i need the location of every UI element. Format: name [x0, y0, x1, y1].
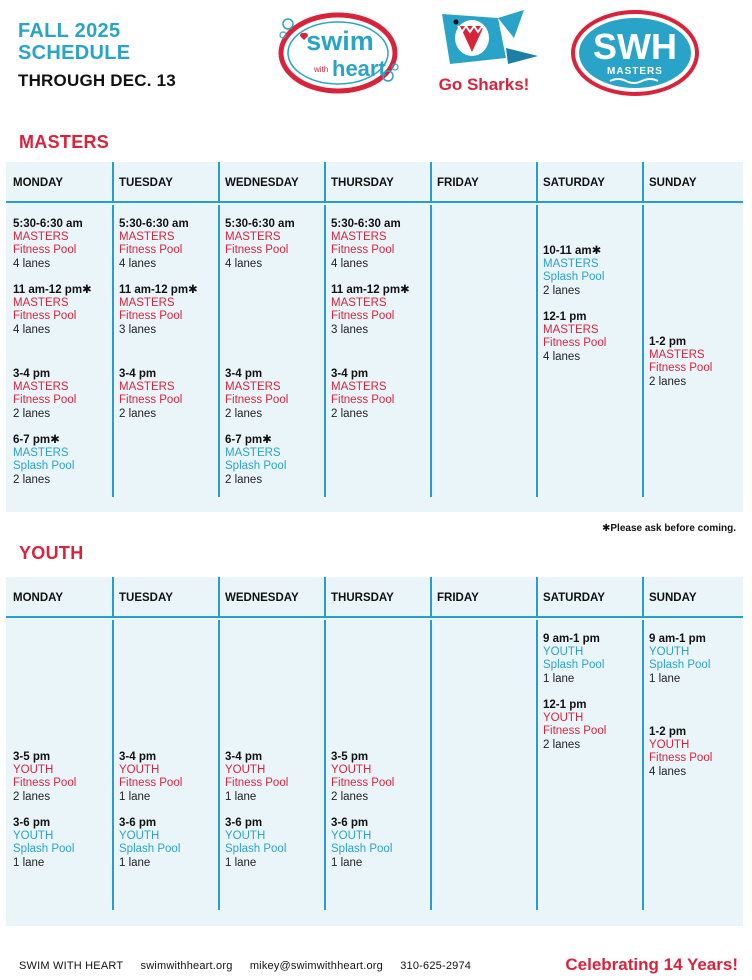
page-subtitle: THROUGH DEC. 13 — [18, 71, 176, 90]
schedule-slot — [13, 368, 113, 421]
slot-program: MASTERS — [543, 258, 599, 271]
column-divider — [536, 577, 538, 618]
slot-lanes: 2 lanes — [119, 407, 157, 420]
slot-time: 5:30-6:30 am — [13, 218, 83, 230]
schedule-slot — [543, 633, 643, 686]
day-header-tuesday: TUESDAY — [119, 592, 173, 604]
slot-time: 3-6 pm — [225, 817, 263, 829]
schedule-slot — [331, 284, 431, 337]
slot-program: MASTERS — [119, 297, 175, 310]
day-header-sunday: SUNDAY — [649, 177, 697, 189]
masters-section-title: MASTERS — [19, 132, 110, 152]
footer-website[interactable]: swimwithheart.org — [140, 960, 233, 972]
slot-pool: Fitness Pool — [119, 310, 183, 323]
slot-program: MASTERS — [13, 297, 69, 310]
day-header-friday: FRIDAY — [437, 592, 479, 604]
slot-pool: Fitness Pool — [649, 752, 713, 765]
slot-pool: Splash Pool — [331, 843, 393, 856]
svg-text:heart: heart — [332, 56, 386, 81]
slot-time: 6-7 pm✱ — [225, 434, 272, 446]
slot-program: YOUTH — [225, 764, 266, 777]
schedule-slot — [13, 434, 113, 487]
slot-pool: Fitness Pool — [13, 244, 77, 257]
day-header-wednesday: WEDNESDAY — [225, 592, 299, 604]
swim-with-heart-logo — [276, 10, 400, 96]
slot-time: 12-1 pm — [543, 699, 587, 711]
slot-lanes: 1 lane — [331, 856, 363, 869]
slot-lanes: 4 lanes — [225, 257, 263, 270]
slot-time: 12-1 pm — [543, 311, 587, 323]
slot-pool: Fitness Pool — [331, 244, 395, 257]
slot-lanes: 3 lanes — [331, 323, 369, 336]
svg-text:SWH: SWH — [593, 26, 677, 67]
svg-text:with: with — [314, 65, 329, 74]
slot-lanes: 2 lanes — [225, 473, 263, 486]
slot-time: 3-4 pm — [119, 368, 157, 380]
youth-schedule-table — [6, 577, 743, 926]
slot-time: 3-6 pm — [331, 817, 369, 829]
slot-time: 1-2 pm — [649, 336, 687, 348]
slot-time: 9 am-1 pm — [649, 633, 706, 645]
schedule-slot — [13, 751, 113, 804]
slot-program: MASTERS — [13, 447, 69, 460]
column-divider — [642, 162, 644, 203]
slot-lanes: 1 lane — [225, 790, 257, 803]
slot-lanes: 2 lanes — [13, 473, 51, 486]
slot-pool: Fitness Pool — [225, 777, 289, 790]
slot-time: 9 am-1 pm — [543, 633, 600, 645]
column-divider — [218, 577, 220, 618]
footer-org: SWIM WITH HEART — [19, 960, 124, 972]
schedule-slot — [119, 817, 219, 870]
schedule-slot — [543, 311, 643, 364]
schedule-slot — [13, 218, 113, 271]
slot-time: 3-6 pm — [119, 817, 157, 829]
slot-lanes: 4 lanes — [119, 257, 157, 270]
slot-lanes: 2 lanes — [13, 790, 51, 803]
slot-program: MASTERS — [13, 231, 69, 244]
day-header-saturday: SATURDAY — [543, 592, 605, 604]
slot-lanes: 2 lanes — [225, 407, 263, 420]
swh-masters-logo — [570, 9, 700, 97]
schedule-slot — [331, 368, 431, 421]
slot-lanes: 1 lane — [13, 856, 45, 869]
slot-lanes: 2 lanes — [543, 284, 581, 297]
table-header-row — [6, 162, 743, 203]
slot-lanes: 2 lanes — [649, 375, 687, 388]
schedule-slot — [119, 284, 219, 337]
day-header-tuesday: TUESDAY — [119, 177, 173, 189]
day-header-saturday: SATURDAY — [543, 177, 605, 189]
footer — [19, 960, 485, 972]
slot-pool: Splash Pool — [543, 659, 605, 672]
page-title — [18, 20, 130, 64]
slot-program: YOUTH — [543, 646, 584, 659]
slot-pool: Fitness Pool — [225, 244, 289, 257]
column-divider — [430, 162, 432, 203]
slot-pool: Splash Pool — [119, 843, 181, 856]
slot-lanes: 2 lanes — [331, 790, 369, 803]
column-divider — [112, 162, 114, 203]
slot-pool: Fitness Pool — [543, 725, 607, 738]
schedule-slot — [649, 336, 749, 389]
slot-pool: Fitness Pool — [225, 394, 289, 407]
slot-pool: Fitness Pool — [13, 394, 77, 407]
slot-program: MASTERS — [119, 231, 175, 244]
slot-time: 3-4 pm — [331, 368, 369, 380]
slot-pool: Fitness Pool — [331, 777, 395, 790]
slot-program: YOUTH — [13, 830, 54, 843]
schedule-slot — [225, 434, 325, 487]
slot-program: MASTERS — [649, 349, 705, 362]
celebrate-banner: Celebrating 14 Years! — [565, 955, 738, 974]
day-header-monday: MONDAY — [13, 177, 64, 189]
schedule-slot — [225, 751, 325, 804]
slot-time: 1-2 pm — [649, 726, 687, 738]
schedule-slot — [543, 699, 643, 752]
slot-program: MASTERS — [331, 381, 387, 394]
slot-lanes: 1 lane — [119, 790, 151, 803]
slot-time: 11 am-12 pm✱ — [119, 284, 198, 296]
slot-time: 3-5 pm — [331, 751, 369, 763]
slot-time: 3-6 pm — [13, 817, 51, 829]
day-header-friday: FRIDAY — [437, 177, 479, 189]
schedule-slot — [331, 751, 431, 804]
schedule-slot — [119, 218, 219, 271]
slot-pool: Splash Pool — [13, 843, 75, 856]
slot-program: MASTERS — [543, 324, 599, 337]
slot-lanes: 1 lane — [119, 856, 151, 869]
day-header-wednesday: WEDNESDAY — [225, 177, 299, 189]
slot-time: 5:30-6:30 am — [119, 218, 189, 230]
slot-program: YOUTH — [331, 764, 372, 777]
slot-time: 5:30-6:30 am — [225, 218, 295, 230]
slot-program: YOUTH — [543, 712, 584, 725]
slot-lanes: 4 lanes — [13, 257, 51, 270]
slot-time: 3-5 pm — [13, 751, 51, 763]
title-line-1: FALL 2025 — [18, 20, 121, 42]
slot-pool: Splash Pool — [225, 460, 287, 473]
slot-lanes: 2 lanes — [13, 407, 51, 420]
column-divider — [218, 162, 220, 203]
slot-time: 5:30-6:30 am — [331, 218, 401, 230]
slot-pool: Fitness Pool — [331, 394, 395, 407]
schedule-slot — [331, 218, 431, 271]
slot-pool: Fitness Pool — [119, 777, 183, 790]
schedule-slot — [225, 218, 325, 271]
slot-lanes: 1 lane — [649, 672, 681, 685]
slot-pool: Fitness Pool — [543, 337, 607, 350]
footer-phone: 310-625-2974 — [400, 960, 472, 972]
svg-text:Go Sharks!: Go Sharks! — [438, 75, 530, 94]
slot-lanes: 1 lane — [225, 856, 257, 869]
day-header-thursday: THURSDAY — [331, 592, 394, 604]
slot-program: YOUTH — [331, 830, 372, 843]
slot-lanes: 4 lanes — [331, 257, 369, 270]
day-header-sunday: SUNDAY — [649, 592, 697, 604]
schedule-slot — [649, 726, 749, 779]
footer-email[interactable]: mikey@swimwithheart.org — [249, 960, 383, 972]
slot-lanes: 2 lanes — [543, 738, 581, 751]
slot-time: 3-4 pm — [13, 368, 51, 380]
slot-pool: Splash Pool — [13, 460, 75, 473]
schedule-slot — [225, 368, 325, 421]
title-line-2: SCHEDULE — [18, 42, 131, 64]
day-header-monday: MONDAY — [13, 592, 64, 604]
column-divider — [536, 162, 538, 203]
column-divider — [536, 205, 538, 497]
schedule-slot — [119, 751, 219, 804]
schedule-slot — [543, 245, 643, 298]
slot-lanes: 4 lanes — [543, 350, 581, 363]
schedule-slot — [13, 284, 113, 337]
slot-pool: Fitness Pool — [331, 310, 395, 323]
slot-program: YOUTH — [649, 646, 690, 659]
svg-text:MASTERS: MASTERS — [607, 66, 663, 77]
slot-time: 10-11 am✱ — [543, 245, 602, 257]
slot-time: 3-4 pm — [225, 751, 263, 763]
slot-lanes: 1 lane — [543, 672, 575, 685]
slot-program: YOUTH — [119, 830, 160, 843]
slot-lanes: 4 lanes — [13, 323, 51, 336]
slot-program: MASTERS — [225, 447, 281, 460]
slot-lanes: 3 lanes — [119, 323, 157, 336]
slot-program: MASTERS — [119, 381, 175, 394]
slot-pool: Splash Pool — [649, 659, 711, 672]
slot-time: 11 am-12 pm✱ — [13, 284, 92, 296]
slot-pool: Splash Pool — [225, 843, 287, 856]
slot-time: 3-4 pm — [225, 368, 263, 380]
slot-program: MASTERS — [13, 381, 69, 394]
schedule-slot — [649, 633, 749, 686]
slot-time: 11 am-12 pm✱ — [331, 284, 410, 296]
svg-text:swim: swim — [306, 26, 374, 56]
schedule-slot — [13, 817, 113, 870]
slot-lanes: 4 lanes — [649, 765, 687, 778]
go-sharks-logo — [428, 8, 540, 98]
slot-program: MASTERS — [331, 231, 387, 244]
column-divider — [324, 577, 326, 618]
slot-pool: Fitness Pool — [13, 777, 77, 790]
column-divider — [324, 162, 326, 203]
slot-pool: Splash Pool — [543, 271, 605, 284]
youth-section-title: YOUTH — [19, 543, 84, 563]
schedule-slot — [119, 368, 219, 421]
column-divider — [642, 577, 644, 618]
schedule-slot — [225, 817, 325, 870]
slot-lanes: 2 lanes — [331, 407, 369, 420]
column-divider — [536, 620, 538, 910]
column-divider — [430, 577, 432, 618]
slot-program: MASTERS — [225, 381, 281, 394]
slot-time: 3-4 pm — [119, 751, 157, 763]
slot-pool: Fitness Pool — [13, 310, 77, 323]
slot-program: MASTERS — [331, 297, 387, 310]
day-header-thursday: THURSDAY — [331, 177, 394, 189]
column-divider — [112, 577, 114, 618]
masters-schedule-table — [6, 162, 743, 512]
slot-program: MASTERS — [225, 231, 281, 244]
slot-program: YOUTH — [225, 830, 266, 843]
slot-program: YOUTH — [13, 764, 54, 777]
slot-time: 6-7 pm✱ — [13, 434, 60, 446]
slot-program: YOUTH — [119, 764, 160, 777]
slot-pool: Fitness Pool — [119, 394, 183, 407]
note-text: ✱Please ask before coming. — [602, 523, 736, 534]
table-header-row — [6, 577, 743, 618]
slot-program: YOUTH — [649, 739, 690, 752]
slot-pool: Fitness Pool — [119, 244, 183, 257]
slot-pool: Fitness Pool — [649, 362, 713, 375]
schedule-slot — [331, 817, 431, 870]
